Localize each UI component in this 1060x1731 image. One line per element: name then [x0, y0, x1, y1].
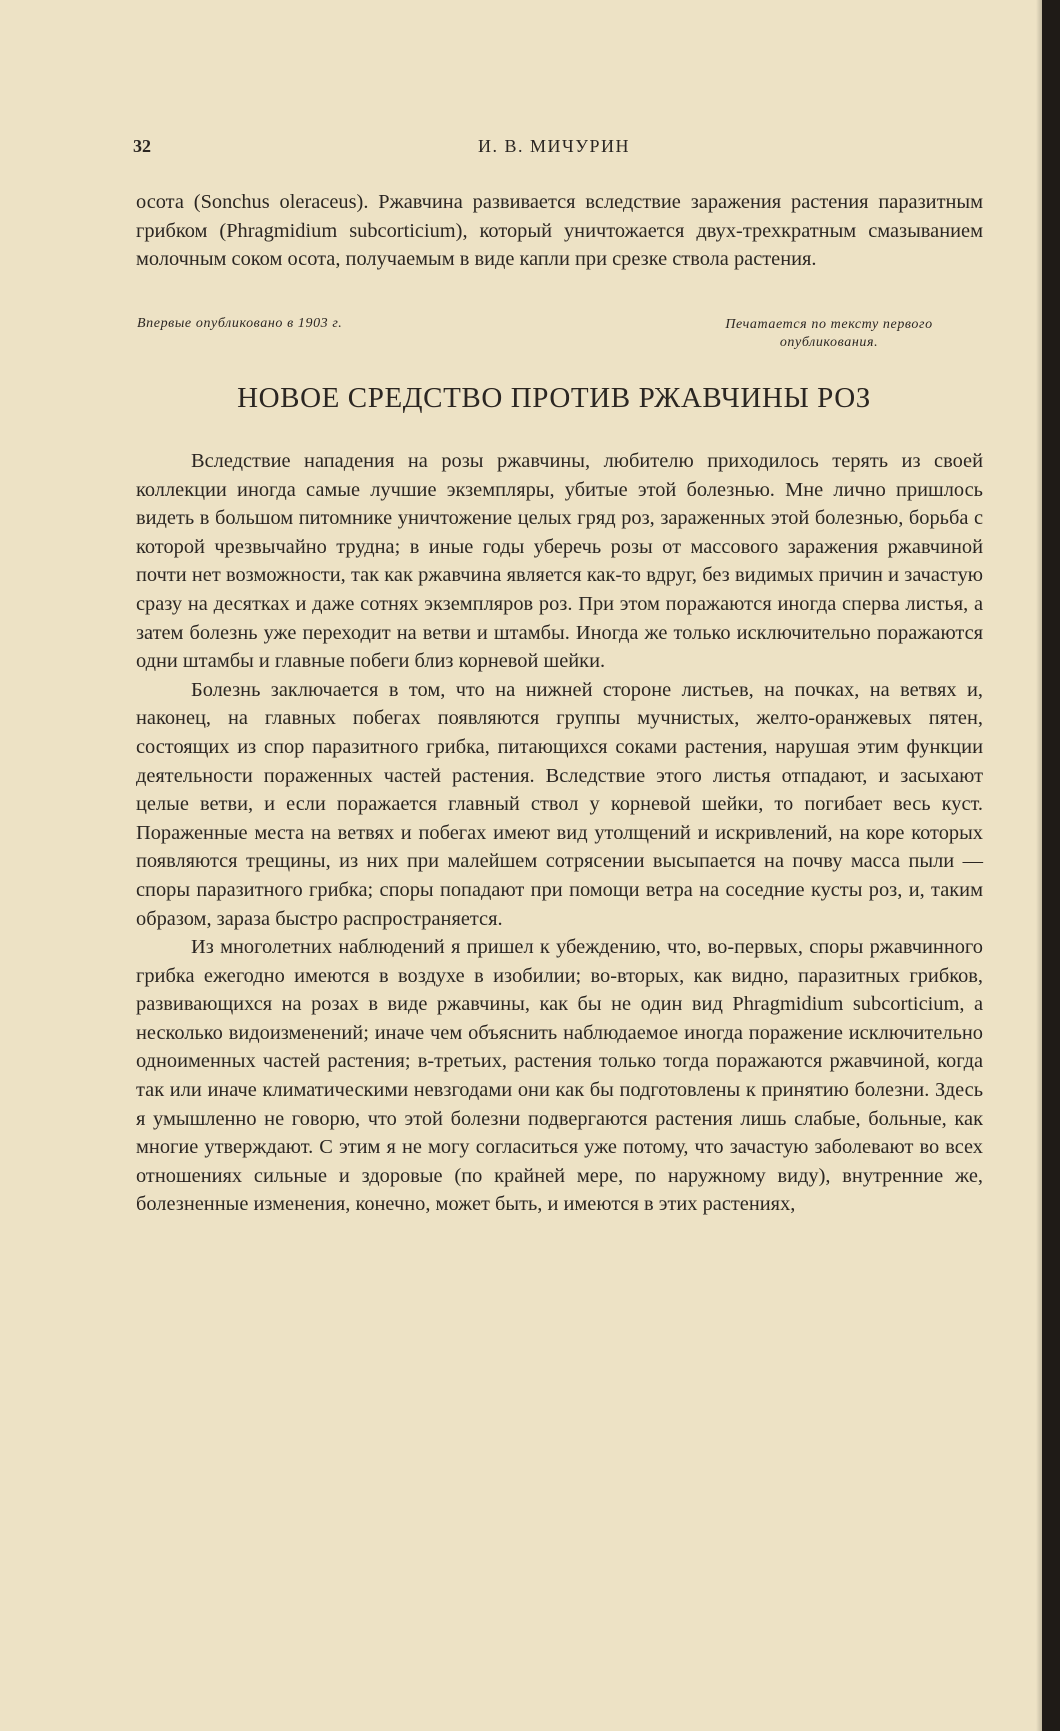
- article-body: [136, 447, 983, 1219]
- source-note: Печатается по тексту первого опубликования.: [725, 317, 933, 350]
- page-number: 32: [133, 136, 151, 156]
- page-edge: [1042, 0, 1060, 1731]
- first-published-note: Впервые опубликовано в 1903 г.: [137, 316, 343, 331]
- article-paragraph-2: Болезнь заключается в том, что на нижней стороне листьев, на почках, на ветвях и, наконец, на главных побегах появляются группы мучнистых, желто-оранжевых пятен, состоящих из спор паразитного грибка, питающихся соками растения, нарушая этим функции деятельности пораженных частей растения. Вследствие этого листья отпадают, и засыхают целые ветви, и если поражается главный ствол у корневой шейки, то погибает весь куст. Пораженные места на ветвях и побегах имеют вид утолщений и искривлений, на коре которых появляются трещины, из них при малейшем сотрясении высыпается на почву масса пыли — споры паразитного грибка; споры попадают при помощи ветра на соседние кусты роз, и, таким образом, зараза быстро распространяется.: [136, 678, 983, 930]
- article-paragraph-1: Вследствие нападения на розы ржавчины, любителю приходилось терять из своей коллекции иногда самые лучшие экземпляры, убитые этой болезнью. Мне лично пришлось видеть в большом питомнике уничтожение целых гряд роз, зараженных этой болезнью, борьба с которой чрезвычайно трудна; в иные годы уберечь розы от массового заражения ржавчиной почти нет возможности, так как ржавчина является как-то вдруг, без видимых причин и зачастую сразу на десятках и даже сотнях экземпляров роз. При этом поражаются иногда сперва листья, а затем болезнь уже переходит на ветви и штамбы. Иногда же только исключительно поражаются одни штамбы и главные побеги близ корневой шейки.: [136, 450, 983, 673]
- running-head: [133, 136, 975, 164]
- article-paragraph-3: Из многолетних наблюдений я пришел к убеждению, что, во-первых, споры ржавчинного грибка ежегодно имеются в воздухе в изобилии; во-вторых, как видно, паразитных грибков, развивающихся на розах в виде ржавчины, как бы не один вид Phragmidium subcorticium, а несколько видоизменений; иначе чем объяснить наблюдаемое иногда поражение исключительно одноименных частей растения; в-третьих, растения только тогда поражаются ржавчиной, когда так или иначе климатическими невзгодами они как бы подготовлены к принятию болезни. Здесь я умышленно не говорю, что этой болезни подвергаются растения лишь слабые, больные, как многие утверждают. С этим я не могу согласиться уже потому, что зачастую заболевают во всех отношениях сильные и здоровые (по крайней мере, по наружному виду), внутренние же, болезненные изменения, конечно, может быть, и имеются в этих растениях,: [136, 936, 983, 1216]
- article-title: НОВОЕ СРЕДСТВО ПРОТИВ РЖАВЧИНЫ РОЗ: [237, 382, 871, 414]
- intro-text-block: [136, 188, 983, 274]
- intro-paragraph: осота (Sonchus oleraceus). Ржавчина развивается вследствие заражения растения паразитным грибком (Phragmidium subcorticium), который уничтожается двух-трехкратным смазыванием молочным соком осота, получаемым в виде капли при срезке ствола растения.: [136, 191, 983, 271]
- running-title: И. В. МИЧУРИН: [478, 136, 630, 156]
